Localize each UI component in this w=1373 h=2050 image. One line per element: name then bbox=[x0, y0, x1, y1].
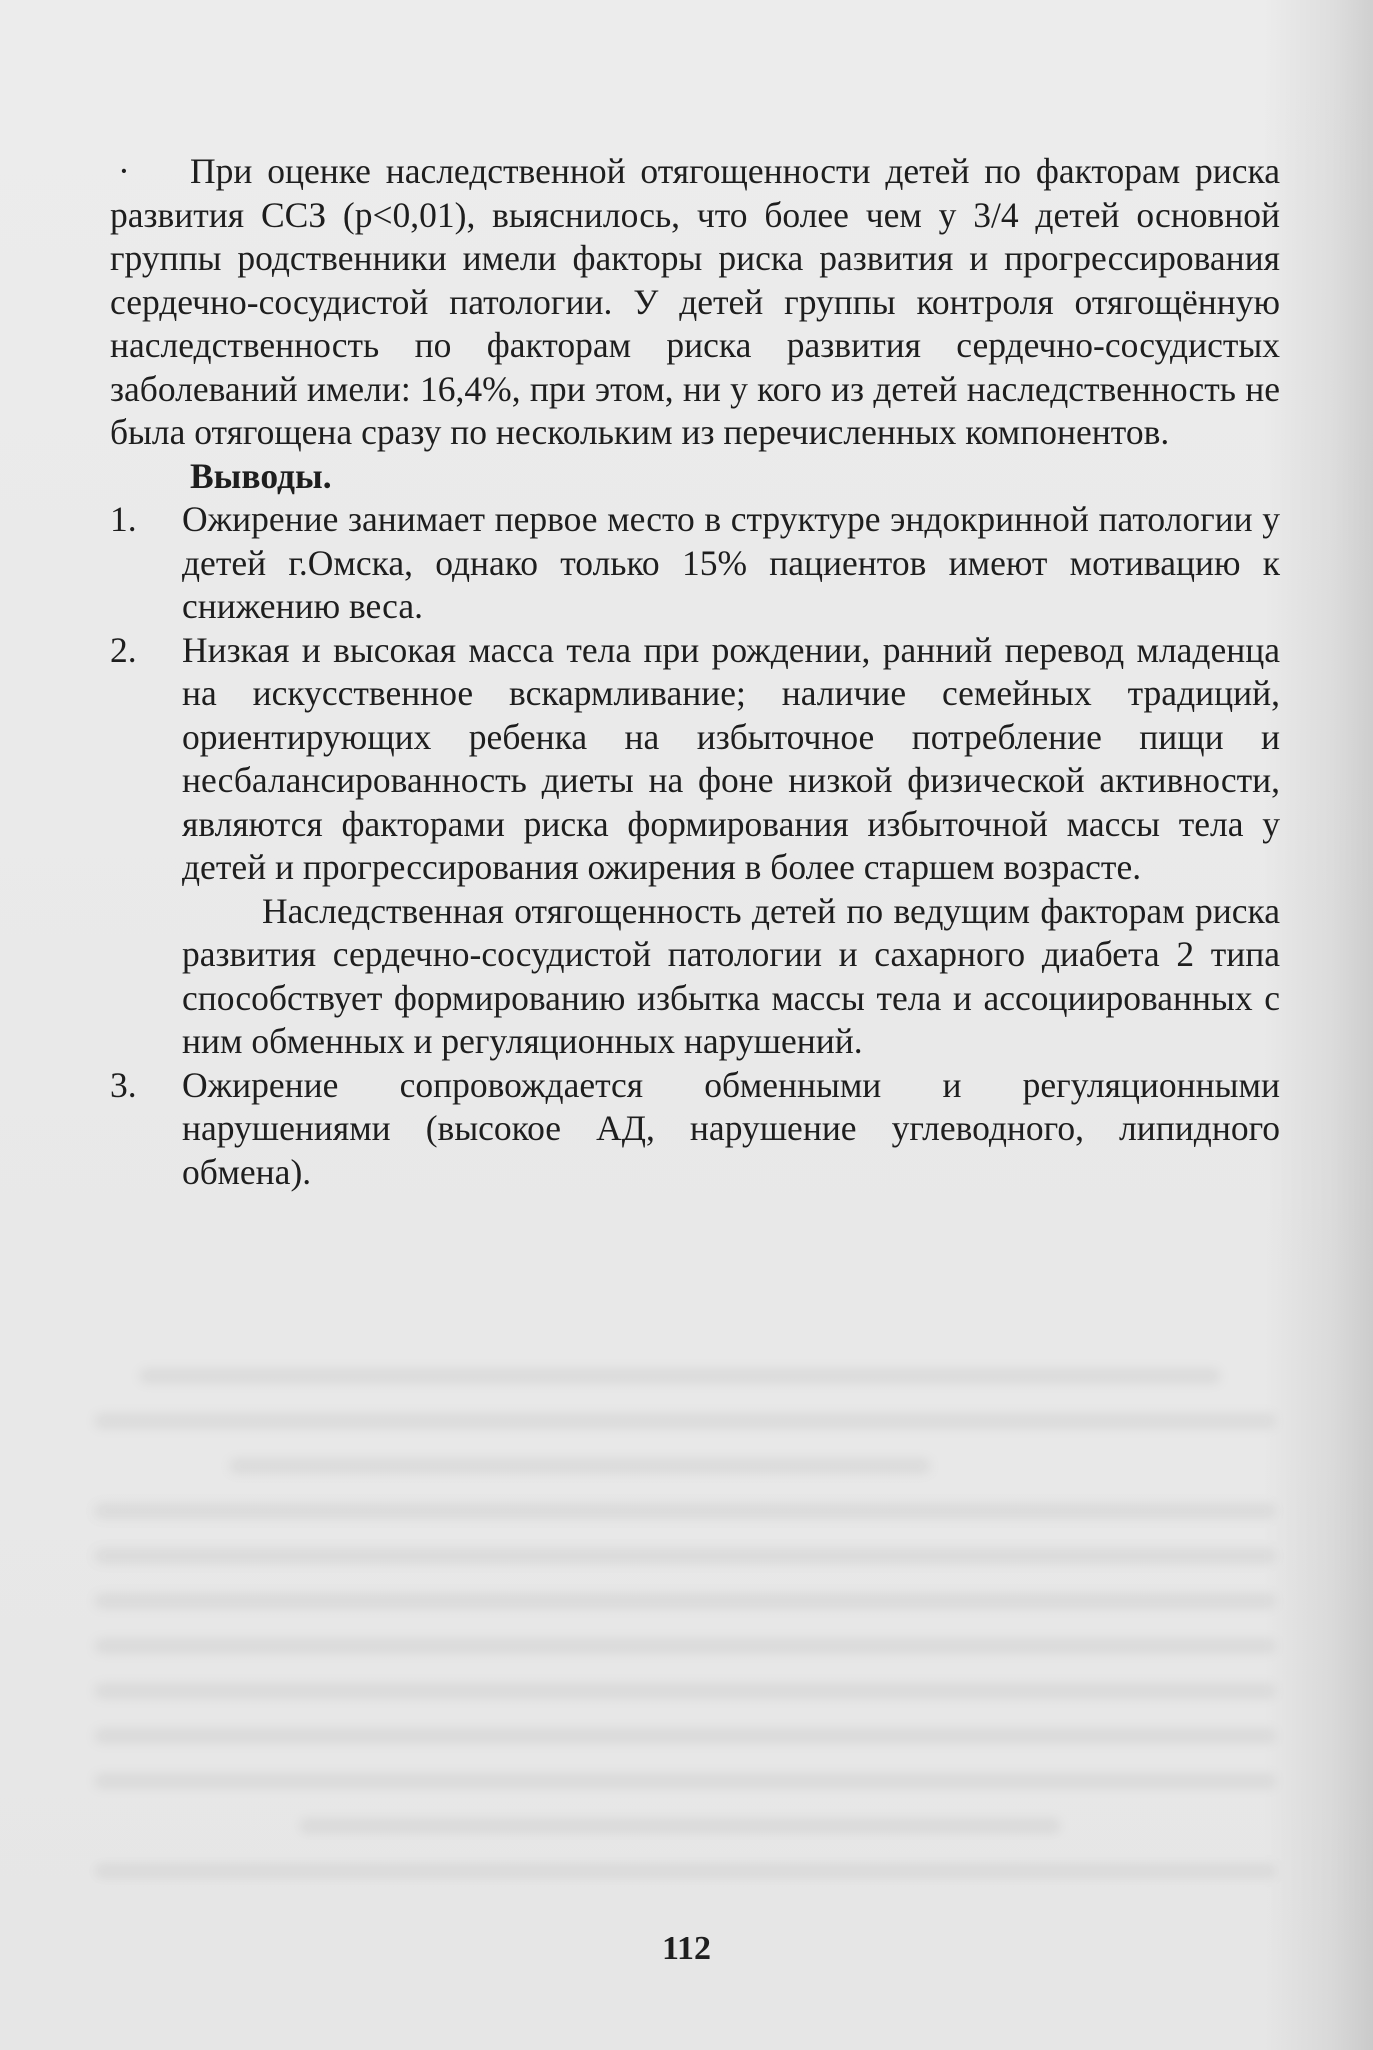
bleed-through-line bbox=[95, 1505, 1275, 1517]
bleed-through-line bbox=[230, 1460, 930, 1472]
bleed-through-line bbox=[300, 1820, 1060, 1832]
bleed-through-line bbox=[95, 1595, 1275, 1607]
conclusion-2-continuation: Наследственная отягощенность детей по ведущим факторам риска развития сердечно-сосудистой патологии и сахарного диабета 2 типа способствует формированию избытка массы тела и ассоциированных с ним обменных и регуляционных нарушений. bbox=[182, 890, 1280, 1061]
main-text bbox=[110, 150, 1280, 1194]
bleed-through-line bbox=[95, 1640, 1275, 1652]
conclusion-text: Ожирение занимает первое место в структуре эндокринной патологии у детей г.Омска, однако только 15% пациентов имеют мотивацию к снижению веса. bbox=[182, 499, 1280, 626]
conclusion-text: Низкая и высокая масса тела при рождении, ранний перевод младенца на искусственное вскармливание; наличие семейных традиций, ориентирующих ребенка на избыточное потребление пищи и несбалансированность диеты на фоне низкой физической активности, являются факторами риска формирования избыточной массы тела у детей и прогрессирования ожирения в более старшем возрасте. bbox=[182, 629, 1280, 887]
bleed-through-line bbox=[95, 1865, 1275, 1877]
conclusion-text: Ожирение сопровождается обменными и регуляционными нарушениями (высокое АД, нарушение углеводного, липидного обмена). bbox=[182, 1064, 1280, 1192]
conclusion-item-3 bbox=[110, 1064, 1280, 1195]
bleed-through-line bbox=[95, 1685, 1275, 1697]
bleed-through-line bbox=[95, 1730, 1275, 1742]
bleed-through-line bbox=[95, 1550, 1275, 1562]
conclusions-heading: Выводы. bbox=[190, 455, 332, 496]
conclusion-item-1 bbox=[110, 498, 1280, 629]
bleed-through-line bbox=[95, 1415, 1275, 1427]
bullet-mark: · bbox=[118, 151, 130, 191]
page-number: 112 bbox=[661, 1930, 712, 1967]
intro-paragraph-text: При оценке наследственной отягощенности детей по факторам риска развития ССЗ (p<0,01), выяснилось, что более чем у 3/4 детей основной группы родственники имели факторы риска развития и прогрессирования сердечно-сосудистой патологии. У детей группы контроля отягощённую наследственность по факторам риска развития сердечно-сосудистых заболеваний имели: 16,4%, при этом, ни у кого из детей наследственность не была отягощена сразу по нескольким из перечисленных компонентов. bbox=[110, 151, 1280, 452]
conclusion-number: 1. bbox=[110, 499, 137, 539]
bleed-through-line bbox=[140, 1370, 1220, 1382]
conclusion-number: 3. bbox=[110, 1064, 137, 1105]
conclusion-number: 2. bbox=[110, 629, 137, 670]
conclusion-item-2 bbox=[110, 629, 1280, 890]
bleed-through-line bbox=[95, 1775, 1275, 1787]
intro-paragraph bbox=[110, 150, 1280, 455]
